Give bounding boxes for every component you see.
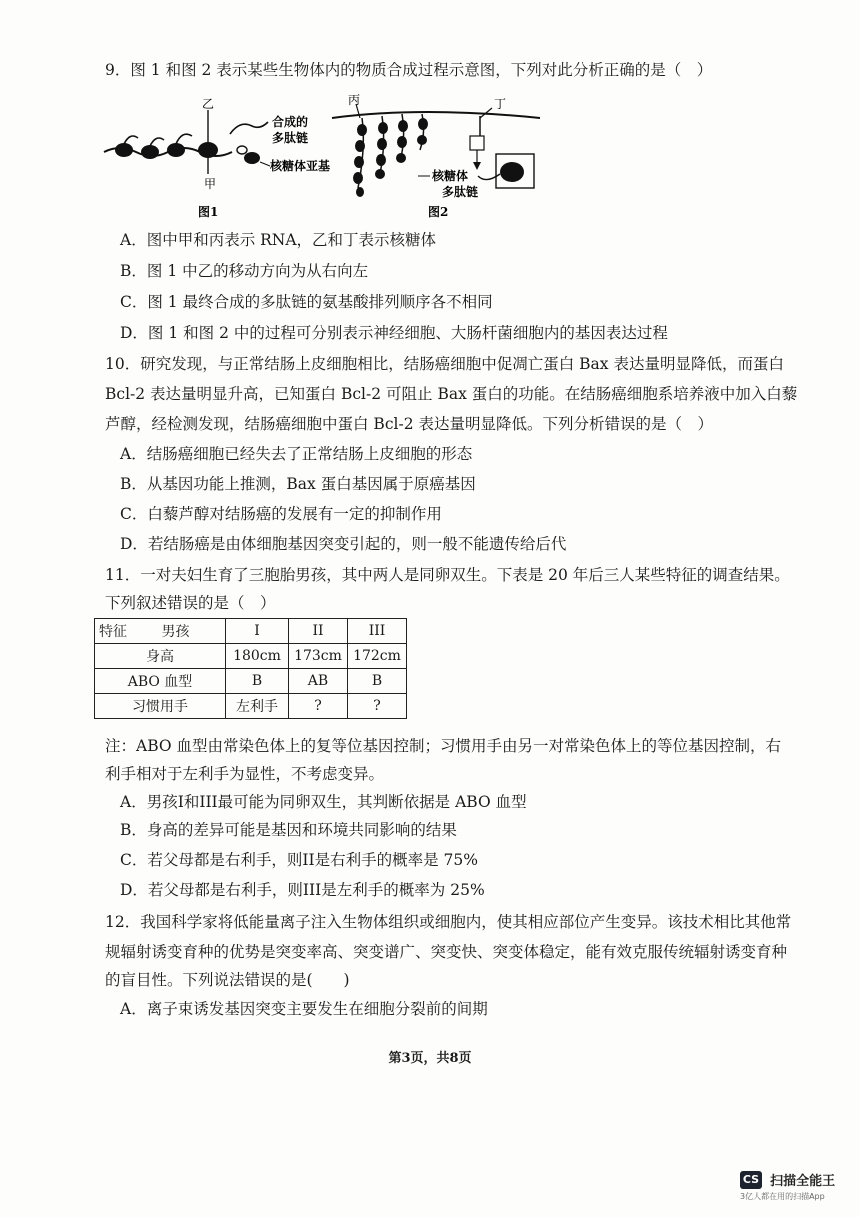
q10-option-b: B．从基因功能上推测，Bax 蛋白基因属于原癌基因 xyxy=(120,475,476,493)
q10-stem-line-2: Bcl-2 表达量明显升高，已知蛋白 Bcl-2 可阻止 Bax 蛋白的功能。在结肠癌细胞系培养液中加入白藜 xyxy=(105,385,798,403)
fig1-subunit-small xyxy=(237,146,247,154)
fig2-label-ding: 丁 xyxy=(494,97,507,111)
q10-stem-line-3: 芦醇，经检测发现，结肠癌细胞中蛋白 Bcl-2 表达量明显降低。下列分析错误的是（ ） xyxy=(105,415,713,433)
table-cell: AB xyxy=(289,669,348,694)
q11-note-line-2: 利手相对于左利手为显性，不考虑变异。 xyxy=(105,765,385,783)
table-header-boy: 男孩 xyxy=(161,624,190,640)
q9-option-d: D．图 1 和图 2 中的过程可分别表示神经细胞、大肠杆菌细胞内的基因表达过程 xyxy=(120,324,668,342)
fig1-subunit-large xyxy=(244,152,260,164)
table-col-header: I xyxy=(226,619,289,644)
fig1-label-subunit: 核糖体亚基 xyxy=(270,159,331,173)
fig2-zoom-ribosome xyxy=(500,162,524,182)
q10-option-c: C．白藜芦醇对结肠癌的发展有一定的抑制作用 xyxy=(120,505,442,523)
fig2-box-arrowhead xyxy=(473,162,481,170)
table-cell: 172cm xyxy=(348,644,407,669)
fig1-caption: 图1 xyxy=(198,205,219,219)
fig2-caption: 图2 xyxy=(428,205,449,219)
table-cell: B xyxy=(348,669,407,694)
fig2-label-bing: 丙 xyxy=(348,93,361,107)
fig1-label-polypeptide-2: 多肽链 xyxy=(272,131,309,145)
table-row-label: ABO 血型 xyxy=(95,669,226,694)
fig1-released-chain xyxy=(230,122,268,134)
scanner-tagline: 3亿人都在用的扫描App xyxy=(740,1192,825,1201)
table-header-diagonal xyxy=(95,619,226,644)
table-cell: B xyxy=(226,669,289,694)
fig2-label-polypeptide: 多肽链 xyxy=(442,185,479,199)
fig1-label-yi: 乙 xyxy=(202,97,215,111)
table-header-feature: 特征 xyxy=(99,624,127,640)
table-row-label: 身高 xyxy=(95,644,226,669)
table-row xyxy=(95,669,407,694)
table-row xyxy=(95,694,407,719)
fig1-ribosome-group xyxy=(115,142,218,159)
q11-option-d: D．若父母都是右利手，则III是左利手的概率为 25% xyxy=(120,881,485,899)
table-col-header: III xyxy=(348,619,407,644)
q10-stem-line-1: 10．研究发现，与正常结肠上皮细胞相比，结肠癌细胞中促凋亡蛋白 Bax 表达量明显降低，而蛋白 xyxy=(105,355,784,373)
q12-stem-line-3: 的盲目性。下列说法错误的是( ) xyxy=(105,971,350,989)
q9-figure xyxy=(100,92,560,220)
table-cell: ? xyxy=(289,694,348,719)
q11-option-c: C．若父母都是右利手，则II是右利手的概率是 75% xyxy=(120,851,478,869)
fig1-subunit-pointer xyxy=(260,162,270,166)
q10-option-d: D．若结肠癌是由体细胞基因突变引起的，则一般不能遗传给后代 xyxy=(120,535,567,553)
q11-option-a: A．男孩I和III最可能为同卵双生，其判断依据是 ABO 血型 xyxy=(120,793,527,811)
table-cell: 173cm xyxy=(289,644,348,669)
table-header-row xyxy=(95,619,407,644)
q9-option-a: A．图中甲和丙表示 RNA，乙和丁表示核糖体 xyxy=(120,231,437,249)
q12-stem-line-1: 12．我国科学家将低能量离子注入生物体组织或细胞内，使其相应部位产生变异。该技术相比其他常 xyxy=(105,913,792,931)
fig1-label-jia: 甲 xyxy=(204,177,217,191)
q11-option-b: B．身高的差异可能是基因和环境共同影响的结果 xyxy=(120,821,457,839)
q9-option-c: C．图 1 最终合成的多肽链的氨基酸排列顺序各不相同 xyxy=(120,293,493,311)
table-row-label: 习惯用手 xyxy=(95,694,226,719)
q10-option-a: A．结肠癌细胞已经失去了正常结肠上皮细胞的形态 xyxy=(120,445,473,463)
q11-stem-line-1: 11．一对夫妇生育了三胞胎男孩，其中两人是同卵双生。下表是 20 年后三人某些特征的调查结果。 xyxy=(105,566,790,584)
table-cell: 左利手 xyxy=(226,694,289,719)
q12-stem-line-2: 规辐射诱变育种的优势是突变率高、突变谱广、突变快、突变体稳定，能有效克服传统辐射诱变育种 xyxy=(105,943,788,961)
fig1-label-polypeptide-1: 合成的 xyxy=(272,115,309,129)
q9-option-b: B．图 1 中乙的移动方向为从右向左 xyxy=(120,262,369,280)
table-cell: 180cm xyxy=(226,644,289,669)
table-row xyxy=(95,644,407,669)
fig2-dna-strand xyxy=(332,112,540,118)
page-footer: 第3页，共8页 xyxy=(388,1051,472,1066)
q12-option-a: A．离子束诱发基因突变主要发生在细胞分裂前的间期 xyxy=(120,1000,488,1018)
q11-note-line-1: 注：ABO 血型由常染色体上的复等位基因控制；习惯用手由另一对常染色体上的等位基因控制，右 xyxy=(105,737,782,755)
scanner-watermark xyxy=(740,1169,835,1202)
fig2-ribosomes xyxy=(353,118,428,197)
fig2-small-box xyxy=(470,136,484,150)
q11-table xyxy=(94,618,407,719)
q11-stem-line-2: 下列叙述错误的是（ ） xyxy=(105,594,276,612)
fig2-label-ribosome: 核糖体 xyxy=(432,169,469,183)
fig1-chain xyxy=(124,134,192,146)
q9-stem: 9．图 1 和图 2 表示某些生物体内的物质合成过程示意图，下列对此分析正确的是（ ） xyxy=(105,61,713,79)
fig2-zoom-chain xyxy=(478,174,500,180)
table-cell: ? xyxy=(348,694,407,719)
scanner-name: 扫描全能王 xyxy=(770,1174,836,1189)
scanner-logo-icon: CS xyxy=(740,1171,762,1189)
table-col-header: II xyxy=(289,619,348,644)
